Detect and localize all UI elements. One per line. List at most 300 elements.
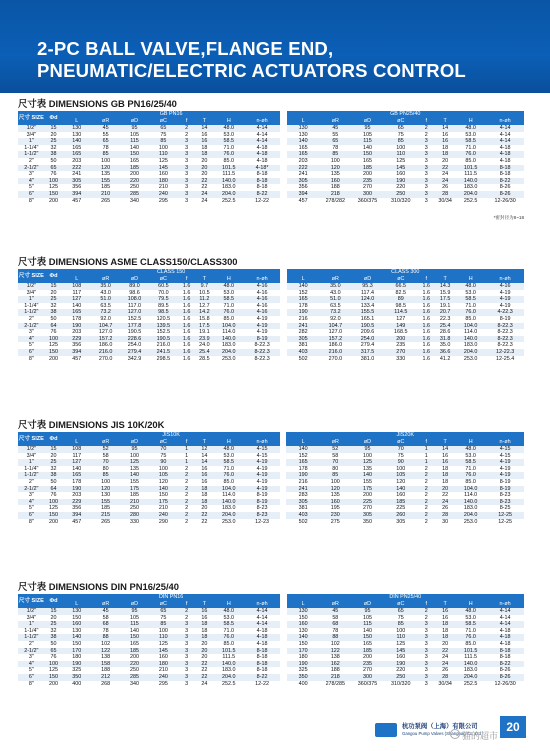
column-gap (280, 269, 287, 283)
table-row (18, 323, 524, 330)
size-cell: 5" (18, 184, 45, 191)
column-header: T (196, 601, 214, 608)
table-cell: 203 (62, 158, 91, 165)
table-row (18, 125, 524, 132)
table-cell: 53.0 (213, 453, 244, 460)
group-header-right: DIN PN25/40 (287, 594, 525, 601)
column-header: øR (320, 601, 351, 608)
table-cell: 3 (417, 674, 435, 681)
phi-d-header: Φd (45, 269, 63, 283)
table-cell: 125 (45, 505, 63, 512)
table-cell: 85.0 (213, 641, 244, 648)
table-cell: 85 (320, 151, 351, 158)
table-cell: 165 (287, 151, 320, 158)
column-gap (280, 132, 287, 139)
table-cell: 403 (287, 349, 320, 356)
table-cell: 45 (320, 125, 351, 132)
table-cell: 76.0 (213, 472, 244, 479)
table-cell: 15 (45, 446, 63, 453)
table-cell: 285 (120, 191, 149, 198)
table-cell: 16 (196, 472, 214, 479)
table-cell: 160 (384, 492, 417, 499)
table-cell: 51.0 (91, 296, 120, 303)
table-cell: 394 (62, 191, 91, 198)
table-row (18, 499, 524, 506)
table-cell: 127.0 (120, 309, 149, 316)
table-cell: 25 (45, 621, 63, 628)
table-cell: 114.0 (213, 492, 244, 499)
table-cell: 168.5 (384, 329, 417, 336)
column-gap (280, 138, 287, 145)
table-cell: 253.0 (213, 356, 244, 363)
table-row (18, 178, 524, 185)
table-cell: 180 (149, 178, 178, 185)
table-cell: 75 (384, 132, 417, 139)
table-cell: 25.4 (435, 323, 455, 330)
table-cell: 101.5 (213, 165, 244, 172)
table-cell: 90 (149, 459, 178, 466)
table-cell: 20 (45, 132, 63, 139)
size-cell: 6" (18, 674, 45, 681)
table-cell: 71.0 (213, 145, 244, 152)
table-cell: 100 (320, 158, 351, 165)
table-cell: 3 (178, 621, 196, 628)
table-cell: 18 (196, 628, 214, 635)
table-cell: 150 (62, 641, 91, 648)
page-header (0, 0, 550, 93)
table-cell: 48.0 (213, 446, 244, 453)
table-cell: 75 (149, 132, 178, 139)
size-cell: 3/4" (18, 453, 45, 460)
table-cell: 22 (435, 492, 455, 499)
table-cell: 8-19 (244, 336, 280, 343)
table-cell: 100 (149, 628, 178, 635)
table-cell: 14 (435, 125, 455, 132)
table-cell: 32 (45, 145, 63, 152)
table-cell: 235 (351, 178, 384, 185)
table-cell: 4-18 (486, 641, 524, 648)
table-cell: 1.6 (178, 290, 196, 297)
table-cell: 14 (196, 453, 214, 460)
table-cell: 4-16 (244, 283, 280, 290)
table-cell: 4-18 (486, 145, 524, 152)
table-row (18, 138, 524, 145)
table-cell: 1.6 (417, 323, 435, 330)
table-cell: 58 (91, 453, 120, 460)
table-cell: 3 (178, 151, 196, 158)
table-cell: 41.2 (435, 356, 455, 363)
table-cell: 1.6 (178, 336, 196, 343)
column-header: øD (351, 276, 384, 283)
table-row (18, 661, 524, 668)
column-gap (280, 661, 287, 668)
table-row (18, 184, 524, 191)
column-gap (280, 165, 287, 172)
table-cell: 253.0 (213, 519, 244, 526)
table-cell: 200 (384, 336, 417, 343)
table-cell: 4-14 (244, 621, 280, 628)
table-cell: 4-19 (486, 296, 524, 303)
table-cell: 65 (45, 648, 63, 655)
table-cell: 53.0 (455, 132, 486, 139)
column-header: H (213, 601, 244, 608)
table-cell: 278/285 (320, 681, 351, 688)
table-cell: 53.0 (455, 290, 486, 297)
table-cell: 95 (351, 125, 384, 132)
table-cell: 3 (417, 198, 435, 205)
column-header: n-øh (244, 601, 280, 608)
table-cell: 2 (417, 479, 435, 486)
size-cell: 3/4" (18, 290, 45, 297)
table-cell: 50 (45, 479, 63, 486)
size-cell: 2" (18, 479, 45, 486)
table-cell: 53.0 (213, 290, 244, 297)
table-cell: 104.0 (455, 323, 486, 330)
table-cell: 48.0 (455, 283, 486, 290)
table-cell: 165 (286, 459, 319, 466)
table-cell: 183.0 (455, 184, 486, 191)
table-cell: 8-18 (486, 165, 524, 172)
table-cell: 4-15 (244, 446, 280, 453)
size-cell: 1-1/2" (18, 472, 45, 479)
table-cell: 310/320 (384, 681, 417, 688)
table-cell: 155 (91, 499, 120, 506)
table-cell: 253.0 (455, 356, 486, 363)
column-header: øC (384, 439, 417, 446)
table-cell: 160 (320, 499, 351, 506)
table-cell: 35.0 (91, 283, 120, 290)
table-cell: 282 (287, 329, 320, 336)
table-cell: 2 (417, 512, 435, 519)
table-cell: 12-23 (244, 519, 280, 526)
table-cell: 120 (149, 479, 178, 486)
size-cell: 1" (18, 138, 45, 145)
column-gap (280, 329, 287, 336)
table-cell: 2 (178, 608, 196, 615)
table-cell: 58.5 (455, 621, 486, 628)
table-cell: 19.1 (196, 329, 214, 336)
group-header-left: CLASS 150 (62, 269, 279, 276)
table-cell: 20 (45, 615, 63, 622)
size-cell: 2-1/2" (18, 486, 45, 493)
table-cell: 127.0 (320, 329, 351, 336)
table-cell: 26 (435, 505, 455, 512)
table-cell: 190.5 (120, 329, 149, 336)
size-cell: 6" (18, 349, 45, 356)
section-title: 尺寸表 DIMENSIONS GB PN16/25/40 (18, 98, 177, 109)
table-cell: 3 (417, 641, 435, 648)
table-cell: 45 (91, 125, 120, 132)
dimension-table (18, 594, 524, 687)
table-cell: 48.0 (455, 446, 486, 453)
table-cell: 135 (120, 466, 149, 473)
column-header: T (196, 118, 214, 125)
table-cell: 1.6 (178, 303, 196, 310)
table-cell: 360/375 (351, 681, 384, 688)
table-cell: 76.0 (455, 309, 486, 316)
table-cell: 180 (62, 654, 91, 661)
table-cell: 305 (384, 519, 417, 526)
table-cell: 229 (62, 499, 91, 506)
table-cell: 64 (45, 323, 63, 330)
table-cell: 381.0 (351, 356, 384, 363)
table-cell: 140 (287, 634, 320, 641)
table-cell: 114.0 (455, 492, 486, 499)
table-cell: 130 (62, 132, 91, 139)
table-cell: 152 (286, 453, 319, 460)
table-cell: 78 (91, 628, 120, 635)
table-cell: 130 (62, 608, 91, 615)
table-cell: 185 (120, 492, 149, 499)
table-row (18, 608, 524, 615)
watermark-text: 猫的超市 (462, 731, 499, 741)
table-cell: 32 (45, 303, 63, 310)
table-cell: 22 (196, 667, 214, 674)
table-cell: 17.5 (196, 323, 214, 330)
column-header: L (62, 118, 91, 125)
table-cell: 80 (91, 466, 120, 473)
table-cell: 114.0 (455, 329, 486, 336)
table-cell: 165 (62, 145, 91, 152)
table-cell: 1.6 (178, 309, 196, 316)
table-cell: 178 (287, 303, 320, 310)
table-cell: 360/375 (351, 198, 384, 205)
page-title-line2: PNEUMATIC/ELECTRIC ACTUATORS CONTROL (37, 60, 466, 81)
table-cell: 12-25 (486, 519, 524, 526)
table-cell: 130 (287, 628, 320, 635)
table-cell: 85.0 (455, 158, 486, 165)
table-cell: 225 (384, 505, 417, 512)
table-cell: 98.5 (384, 303, 417, 310)
table-cell: 19.1 (435, 303, 455, 310)
table-cell: 145 (149, 648, 178, 655)
table-cell: 89 (384, 296, 417, 303)
column-header: øD (120, 118, 149, 125)
table-cell: 130 (287, 125, 320, 132)
table-cell: 16 (196, 608, 214, 615)
table-cell: 216.0 (91, 349, 120, 356)
table-cell: 20 (196, 654, 214, 661)
table-cell: 1 (178, 459, 196, 466)
table-cell: 177.8 (120, 323, 149, 330)
table-cell: 150 (45, 512, 63, 519)
table-cell: 108.0 (120, 296, 149, 303)
table-cell: 241 (287, 171, 320, 178)
column-gap (280, 125, 287, 132)
column-header: øR (320, 439, 351, 446)
table-cell: 3 (178, 191, 196, 198)
table-cell: 125 (384, 641, 417, 648)
table-cell: 160 (149, 171, 178, 178)
table-cell: 305 (62, 178, 91, 185)
table-cell: 4-18 (486, 158, 524, 165)
table-cell: 8-26 (486, 191, 524, 198)
table-cell: 216.0 (320, 349, 351, 356)
table-cell: 18 (435, 151, 455, 158)
column-gap (280, 356, 287, 363)
table-cell: 305 (351, 512, 384, 519)
table-cell: 125 (45, 667, 63, 674)
table-cell: 3 (178, 198, 196, 205)
dimension-section (18, 255, 524, 362)
table-cell: 4-15 (244, 453, 280, 460)
table-cell: 76 (45, 329, 63, 336)
table-cell: 85 (149, 621, 178, 628)
table-cell: 101.5 (455, 165, 486, 172)
table-cell: 100 (45, 661, 63, 668)
table-cell: 48.0 (213, 125, 244, 132)
table-cell: 1.6 (417, 296, 435, 303)
table-cell: 52 (91, 446, 120, 453)
table-cell: 350 (62, 674, 91, 681)
table-cell: 100 (320, 479, 351, 486)
table-cell: 265 (91, 198, 120, 205)
column-gap (280, 667, 287, 674)
table-cell: 28.6 (435, 329, 455, 336)
table-cell: 4-19 (486, 459, 524, 466)
column-header: L (62, 601, 91, 608)
table-cell: 183.0 (455, 667, 486, 674)
table-cell: 3 (417, 654, 435, 661)
table-cell: 4-19 (244, 316, 280, 323)
table-cell: 457 (62, 356, 91, 363)
table-cell: 183.0 (213, 342, 244, 349)
table-cell: 16 (196, 466, 214, 473)
table-cell: 38 (45, 309, 63, 316)
table-cell: 140 (120, 472, 149, 479)
table-cell: 30 (435, 519, 455, 526)
table-cell: 82.5 (384, 290, 417, 297)
table-cell: 190.5 (149, 336, 178, 343)
table-cell: 114.5 (384, 309, 417, 316)
table-cell: 8-22.3 (244, 342, 280, 349)
table-cell: 140 (120, 628, 149, 635)
table-cell: 400 (62, 681, 91, 688)
table-cell: 53.0 (455, 615, 486, 622)
table-cell: 8-19 (244, 499, 280, 506)
size-cell: 2" (18, 641, 45, 648)
table-cell: 58 (91, 615, 120, 622)
table-cell: 350 (351, 519, 384, 526)
table-cell: 2 (417, 486, 435, 493)
table-cell: 2 (417, 125, 435, 132)
table-cell: 105 (120, 615, 149, 622)
table-cell: 3 (417, 184, 435, 191)
table-cell: 71.0 (455, 466, 486, 473)
table-cell: 20 (196, 641, 214, 648)
table-cell: 270 (351, 184, 384, 191)
column-header: H (455, 601, 486, 608)
table-cell: 3 (417, 661, 435, 668)
table-cell: 4-19 (486, 303, 524, 310)
table-cell: 35.0 (435, 342, 455, 349)
table-cell: 2 (417, 615, 435, 622)
table-cell: 138 (320, 654, 351, 661)
table-cell: 270.0 (320, 356, 351, 363)
table-cell: 157.2 (320, 336, 351, 343)
table-cell: 394 (62, 349, 91, 356)
table-cell: 8-19 (486, 486, 524, 493)
table-cell: 140 (287, 283, 320, 290)
table-cell: 18 (196, 492, 214, 499)
table-cell: 76 (45, 654, 63, 661)
table-cell: 28.5 (196, 356, 214, 363)
table-cell: 1.6 (417, 356, 435, 363)
table-cell: 71.0 (455, 628, 486, 635)
table-row (18, 356, 524, 363)
dimension-table (18, 111, 524, 204)
table-cell: 95 (120, 446, 149, 453)
column-header: H (213, 439, 244, 446)
table-cell: 55 (320, 132, 351, 139)
table-cell: 100 (351, 453, 384, 460)
table-cell: 4-16 (486, 283, 524, 290)
table-row (18, 191, 524, 198)
table-cell: 4-19 (486, 466, 524, 473)
table-cell: 95 (120, 125, 149, 132)
table-cell: 53.0 (455, 453, 486, 460)
table-cell: 23.9 (196, 336, 214, 343)
dimension-table (18, 269, 524, 362)
size-cell: 4" (18, 661, 45, 668)
column-gap (280, 323, 287, 330)
table-cell: 8-22.3 (486, 323, 524, 330)
table-cell: 150 (287, 641, 320, 648)
size-cell: 1" (18, 621, 45, 628)
table-cell: 356 (62, 184, 91, 191)
size-cell: 1" (18, 459, 45, 466)
table-cell: 85.0 (455, 479, 486, 486)
table-cell: 111.5 (213, 171, 244, 178)
size-cell: 4" (18, 499, 45, 506)
column-gap (280, 184, 287, 191)
table-cell: 342.9 (120, 356, 149, 363)
table-cell: 76 (45, 171, 63, 178)
column-gap (280, 171, 287, 178)
table-cell: 2 (178, 512, 196, 519)
size-cell: 3" (18, 654, 45, 661)
column-header: H (455, 439, 486, 446)
table-row (18, 453, 524, 460)
table-cell: 2 (178, 492, 196, 499)
table-cell: 14 (196, 125, 214, 132)
table-cell: 3 (417, 628, 435, 635)
table-cell: 220 (120, 661, 149, 668)
table-cell: 24.0 (196, 342, 214, 349)
table-row (18, 648, 524, 655)
table-cell: 4-16 (244, 290, 280, 297)
table-cell: 22 (435, 165, 455, 172)
table-cell: 8-19 (486, 479, 524, 486)
table-cell: 105 (120, 132, 149, 139)
table-cell: 4-14 (244, 125, 280, 132)
table-cell: 71.0 (213, 303, 244, 310)
table-cell: 125 (45, 342, 63, 349)
phi-d-header: Φd (45, 111, 63, 125)
table-cell: 18 (435, 621, 455, 628)
table-cell: 185 (384, 499, 417, 506)
table-cell: 2 (178, 472, 196, 479)
size-cell: 3" (18, 492, 45, 499)
table-cell: 30/34 (435, 681, 455, 688)
table-cell: 1.6 (178, 296, 196, 303)
table-cell: 15 (45, 608, 63, 615)
table-cell: 4-18 (486, 628, 524, 635)
table-cell: 2 (417, 492, 435, 499)
table-cell: 25 (45, 296, 63, 303)
table-cell: 4-19 (244, 323, 280, 330)
table-cell: 204.0 (455, 349, 486, 356)
